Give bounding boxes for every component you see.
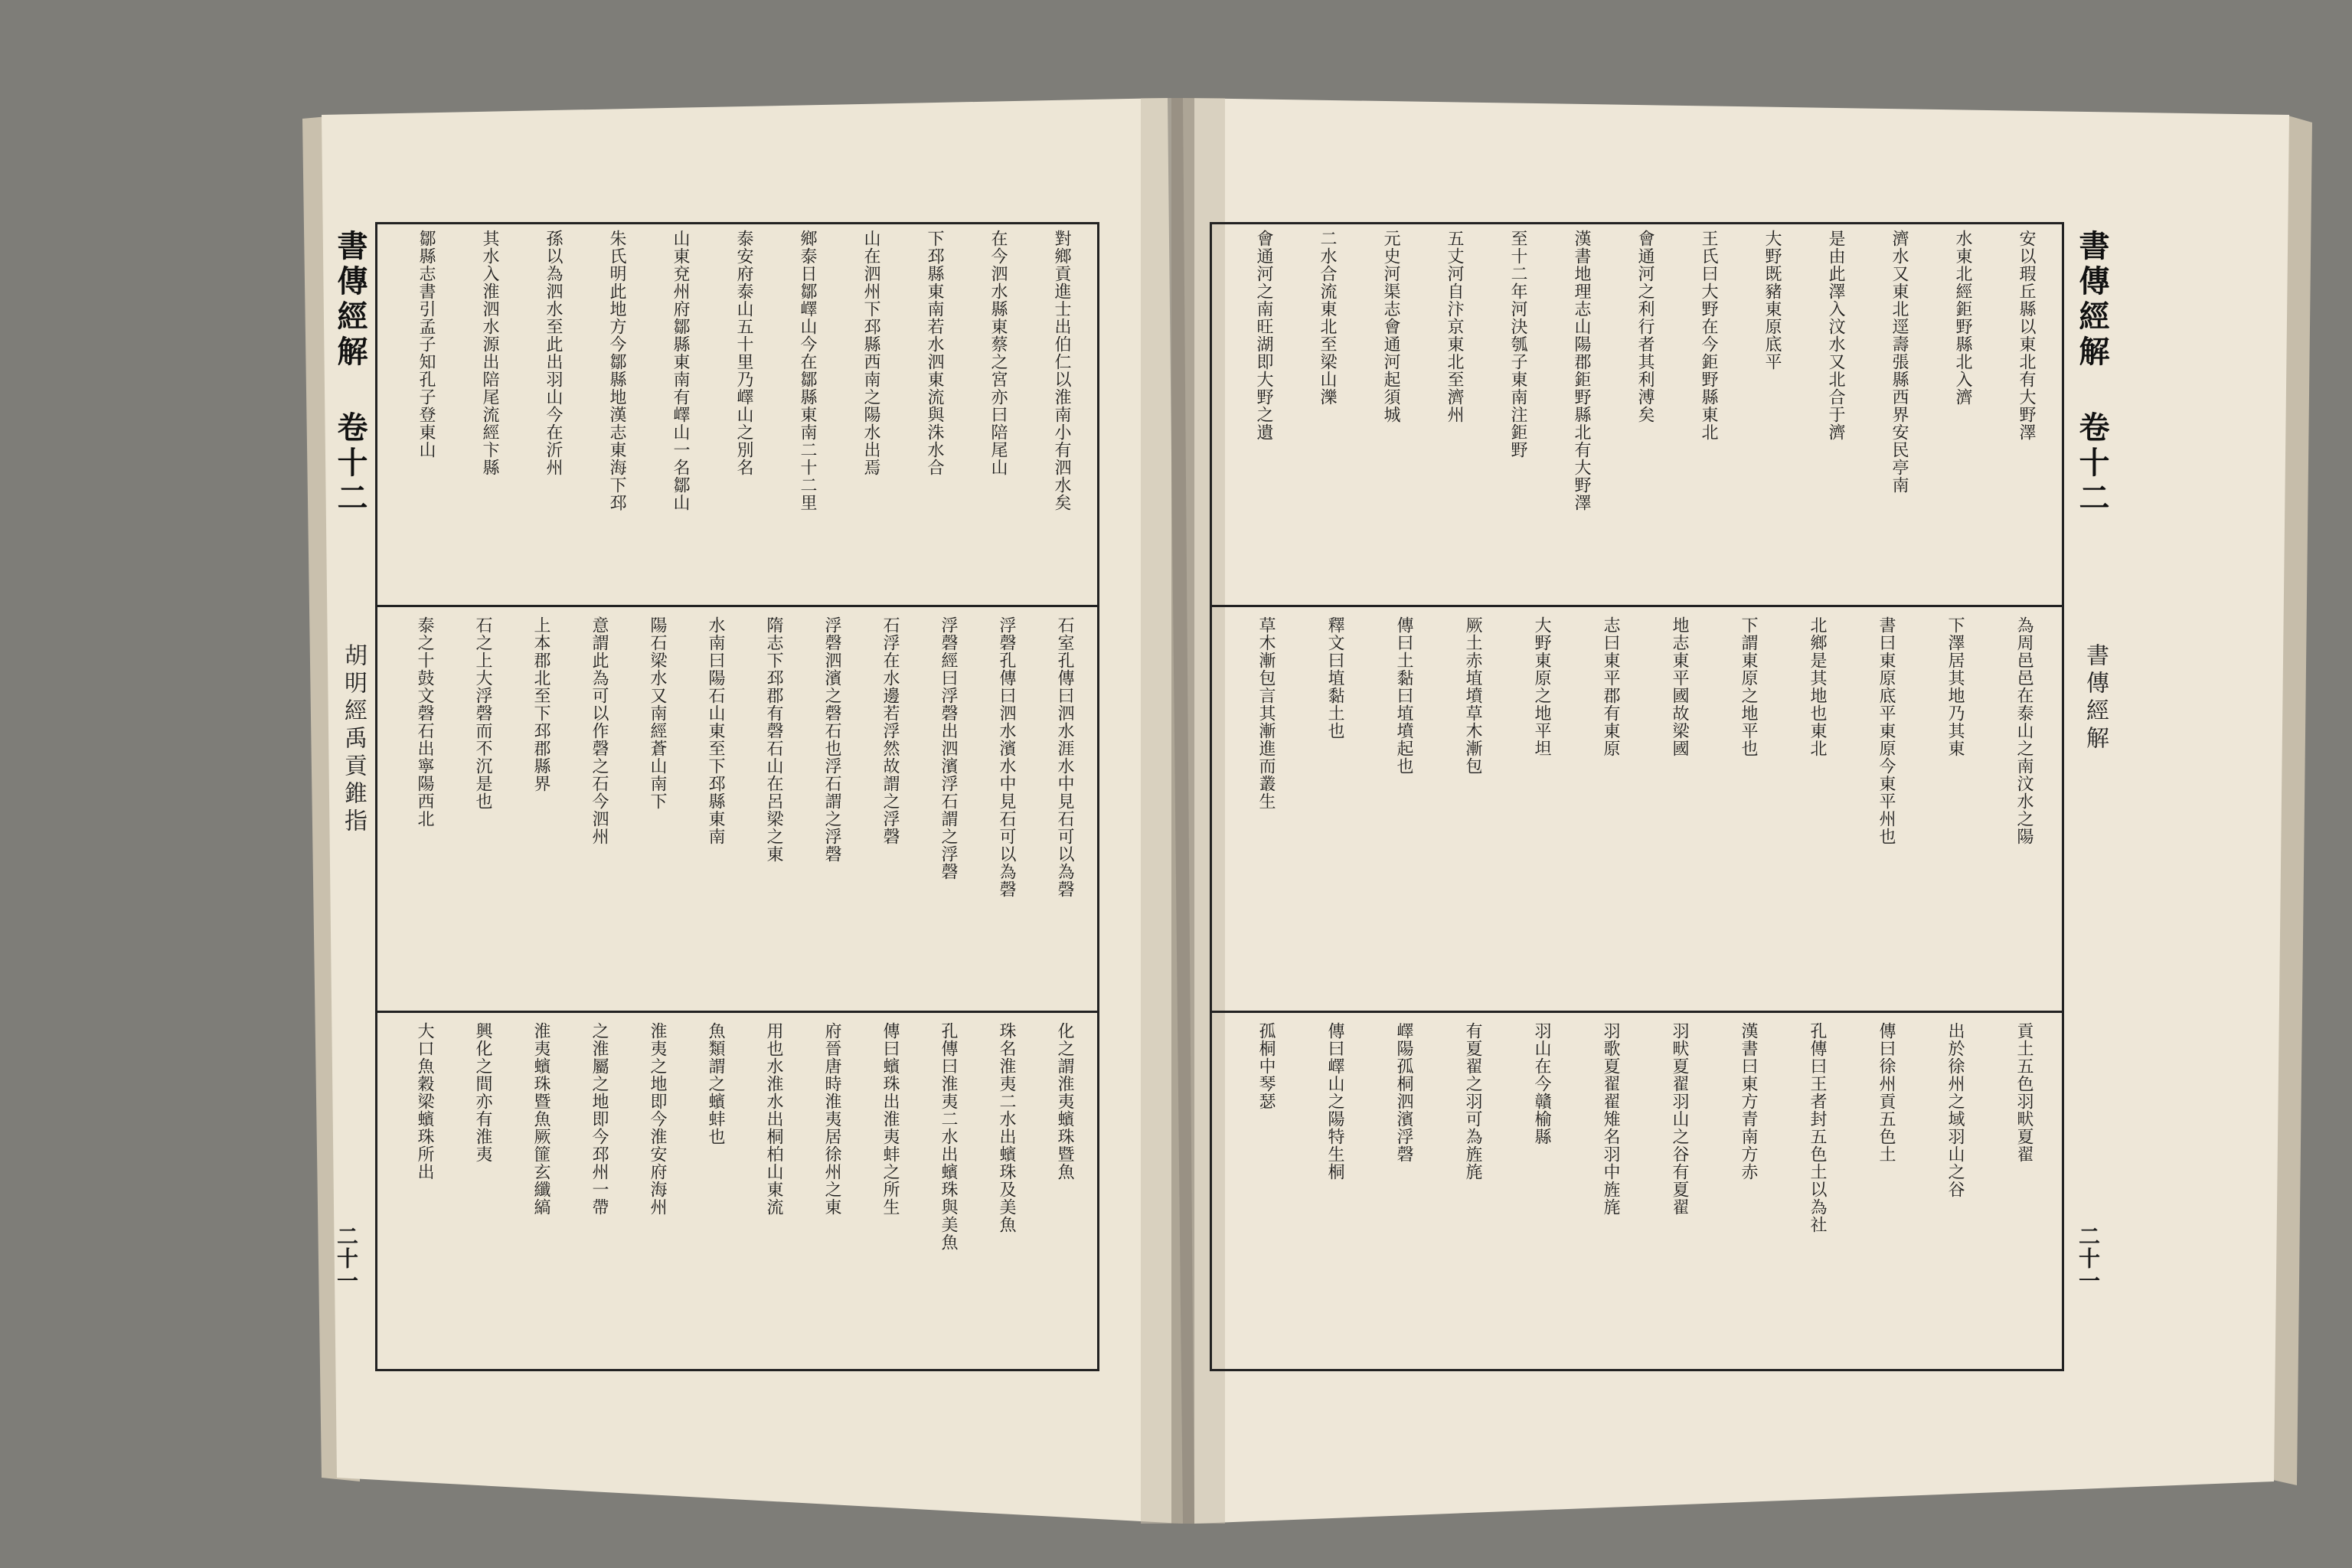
right-middle-register — [1225, 616, 2056, 1003]
text-column: 漢書曰東方青南方赤 — [1739, 1022, 1758, 1181]
text-column: 至十二年河決瓠子東南注鉅野 — [1508, 230, 1527, 459]
text-column: 山在泗州下邳縣西南之陽水出焉 — [861, 230, 880, 476]
text-column: 是由此澤入汶水又北合于濟 — [1826, 230, 1845, 441]
text-column: 傳曰土黏曰埴墳起也 — [1394, 616, 1413, 775]
text-column: 嶧陽孤桐泗濱浮磬 — [1394, 1022, 1413, 1163]
text-column: 地志東平國故梁國 — [1670, 616, 1689, 757]
right-running-head: 書傳經解 卷十二 — [2074, 230, 2110, 517]
text-column: 陽石梁水又南經蒼山南下 — [648, 616, 667, 810]
text-column: 傳曰蠙珠出淮夷蚌之所生 — [880, 1022, 900, 1216]
left-divider-upper — [375, 605, 1099, 607]
text-column: 之淮屬之地即今邳州一帶 — [590, 1022, 609, 1216]
text-column: 化之謂淮夷蠙珠暨魚 — [1055, 1022, 1074, 1181]
text-column: 王氏曰大野在今鉅野縣東北 — [1699, 230, 1718, 441]
left-side-label: 胡明經禹貢錐指 — [340, 643, 367, 836]
text-column: 志曰東平郡有東原 — [1601, 616, 1620, 757]
text-column: 大口魚穀梁蠙珠所出 — [415, 1022, 434, 1181]
right-page — [1194, 115, 2282, 1478]
text-column: 釋文曰埴黏土也 — [1325, 616, 1344, 740]
text-column: 水東北經鉅野縣北入濟 — [1953, 230, 1972, 406]
text-column: 用也水淮水出桐柏山東流 — [764, 1022, 783, 1216]
text-column: 泰之十鼓文磬石出寧陽西北 — [415, 616, 434, 828]
text-column: 淮夷之地即今淮安府海州 — [648, 1022, 667, 1216]
text-column: 大野東原之地平坦 — [1532, 616, 1551, 757]
text-column: 會通河之利行者其利溥矣 — [1635, 230, 1655, 423]
text-column: 草木漸包言其漸進而叢生 — [1256, 616, 1276, 810]
text-column: 北鄉是其地也東北 — [1808, 616, 1827, 757]
text-column: 浮磬經曰浮磬出泗濱浮石謂之浮磬 — [939, 616, 958, 880]
text-column: 傳曰徐州貢五色土 — [1877, 1022, 1896, 1163]
text-column: 水南曰陽石山東至下邳縣東南 — [706, 616, 725, 845]
text-column: 魚類謂之蠙蚌也 — [706, 1022, 725, 1145]
text-column: 石室孔傳曰泗水涯水中見石可以為磬 — [1055, 616, 1074, 898]
right-upper-register — [1225, 230, 2056, 597]
text-column: 石之上大浮磬而不沉是也 — [473, 616, 492, 810]
right-divider-lower — [1210, 1011, 2064, 1013]
text-column: 下澤居其地乃其東 — [1945, 616, 1965, 757]
text-column: 隋志下邳郡有磬石山在呂梁之東 — [764, 616, 783, 863]
text-column: 羽畎夏翟羽山之谷有夏翟 — [1670, 1022, 1689, 1216]
text-column: 浮磬孔傳曰泗水濱水中見石可以為磬 — [997, 616, 1016, 898]
text-column: 元史河渠志會通河起須城 — [1381, 230, 1400, 423]
left-lower-register — [390, 1022, 1091, 1359]
text-column: 上本郡北至下邳郡縣界 — [531, 616, 550, 792]
text-column: 鄒縣志書引孟子知孔子登東山 — [416, 230, 436, 459]
text-column: 羽歌夏翟翟雉名羽中旌旄 — [1601, 1022, 1620, 1216]
right-divider-upper — [1210, 605, 2064, 607]
text-column: 鄉泰日鄒嶧山今在鄒縣東南二十二里 — [798, 230, 817, 511]
text-column: 厥土赤埴墳草木漸包 — [1463, 616, 1482, 775]
text-column: 泰安府泰山五十里乃嶧山之別名 — [734, 230, 753, 476]
text-column: 石浮在水邊若浮然故謂之浮磬 — [880, 616, 900, 845]
text-column: 羽山在今贛榆縣 — [1532, 1022, 1551, 1145]
text-column: 孫以為泗水至此出羽山今在沂州 — [544, 230, 563, 476]
text-column: 安以瑕丘縣以東北有大野澤 — [2017, 230, 2036, 441]
text-column: 珠名淮夷二水出蠙珠及美魚 — [997, 1022, 1016, 1233]
text-column: 意謂此為可以作磬之石今泗州 — [590, 616, 609, 845]
text-column: 興化之間亦有淮夷 — [473, 1022, 492, 1163]
text-column: 孔傳曰淮夷二水出蠙珠與美魚 — [939, 1022, 958, 1251]
text-column: 大野既豬東原底平 — [1762, 230, 1782, 371]
text-column: 在今泗水縣東蔡之宮亦曰陪尾山 — [988, 230, 1008, 476]
text-column: 淮夷蠙珠暨魚厥篚玄纖縞 — [531, 1022, 550, 1216]
left-middle-register — [390, 616, 1091, 1003]
left-running-head: 書傳經解 卷十二 — [332, 230, 368, 517]
text-column: 出於徐州之域羽山之谷 — [1945, 1022, 1965, 1198]
text-column: 濟水又東北逕壽張縣西界安民亭南 — [1890, 230, 1909, 494]
text-column: 貢土五色羽畎夏翟 — [2014, 1022, 2034, 1163]
text-column: 對鄉貢進士出伯仁以淮南小有泗水矣 — [1052, 230, 1071, 511]
text-column: 為周邑邑在泰山之南汶水之陽 — [2014, 616, 2034, 845]
text-column: 書曰東原底平東原今東平州也 — [1877, 616, 1896, 845]
text-column: 二水合流東北至梁山濼 — [1318, 230, 1337, 406]
right-page-number: 二十一 — [2076, 1225, 2101, 1292]
text-column: 山東兗州府鄒縣東南有嶧山一名鄒山 — [671, 230, 690, 511]
left-divider-lower — [375, 1011, 1099, 1013]
text-column: 浮磬泗濱之磬石也浮石謂之浮磬 — [822, 616, 841, 863]
left-page — [322, 115, 1171, 1478]
text-column: 漢書地理志山陽郡鉅野縣北有大野澤 — [1572, 230, 1591, 511]
text-column: 下謂東原之地平也 — [1739, 616, 1758, 757]
text-column: 下邳縣東南若水泗東流與洙水合 — [925, 230, 944, 476]
left-page-number: 二十一 — [334, 1225, 359, 1292]
text-column: 有夏翟之羽可為旌旄 — [1463, 1022, 1482, 1181]
text-column: 傳曰嶧山之陽特生桐 — [1325, 1022, 1344, 1181]
text-column: 孤桐中琴瑟 — [1256, 1022, 1276, 1110]
right-side-label: 書傳經解 — [2082, 643, 2109, 753]
text-column: 其水入淮泗水源出陪尾流經卞縣 — [480, 230, 499, 476]
text-column: 五丈河自汴京東北至濟州 — [1445, 230, 1464, 423]
text-column: 朱氏明此地方今鄒縣地漢志東海下邳 — [607, 230, 626, 511]
right-lower-register — [1225, 1022, 2056, 1359]
left-upper-register — [390, 230, 1091, 597]
text-column: 孔傳曰王者封五色土以為社 — [1808, 1022, 1827, 1233]
text-column: 府晉唐時淮夷居徐州之東 — [822, 1022, 841, 1216]
text-column: 會通河之南旺湖即大野之遺 — [1254, 230, 1273, 441]
